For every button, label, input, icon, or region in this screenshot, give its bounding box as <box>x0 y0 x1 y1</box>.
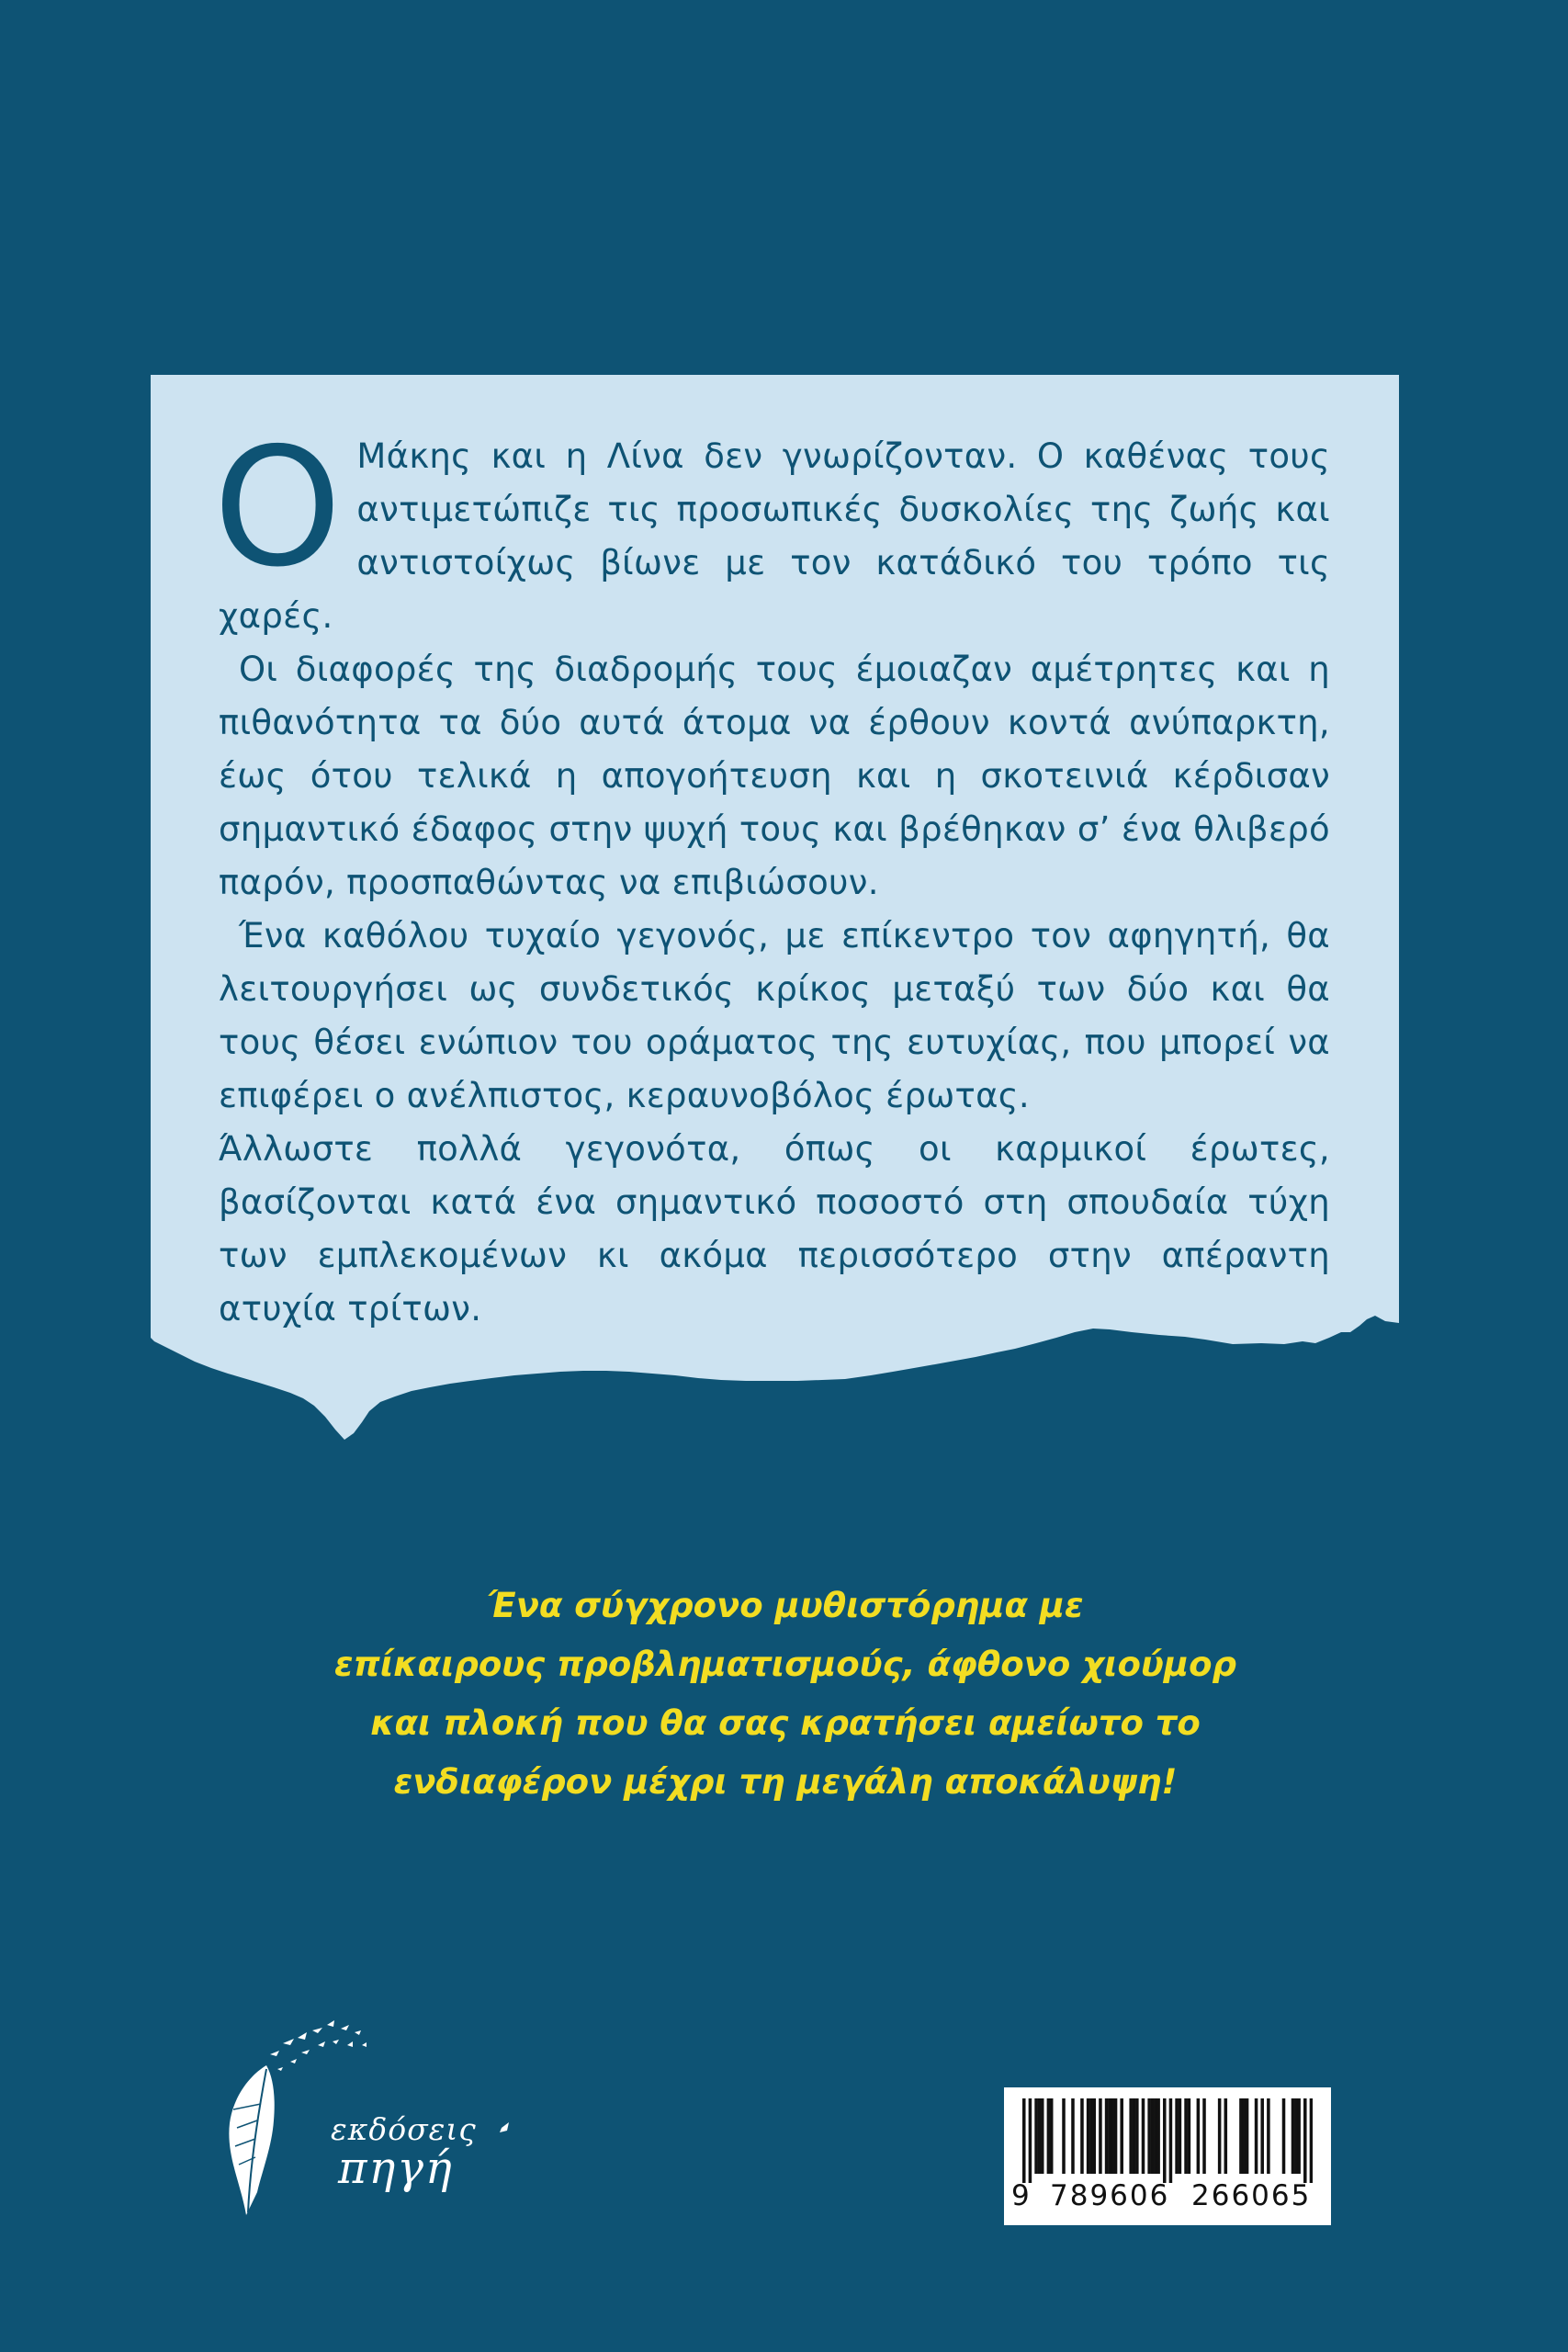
barcode-bar <box>1029 2098 1032 2183</box>
synopsis-paragraph-4: Άλλωστε πολλά γεγονότα, όπως οι καρμικοί έρωτες, βασίζονται κατά ένα σημαντικό ποσοστό στη σπουδαία τύχη των εμπλεκομένων κι ακόμα περισσότερο στην απέραντη ατυχία τρίτων. <box>219 1129 1330 1329</box>
tagline-line-4: ενδιαφέρον μέχρι τη μεγάλη αποκάλυψη! <box>393 1762 1178 1802</box>
barcode-bar <box>1062 2098 1066 2174</box>
synopsis-paragraph-1 <box>213 413 1330 643</box>
barcode-bar <box>1242 2098 1246 2174</box>
promo-tagline <box>257 1577 1314 1812</box>
isbn-first-digit: 9 <box>1011 2179 1030 2212</box>
barcode-bar <box>1135 2098 1139 2174</box>
barcode-bar <box>1255 2098 1258 2174</box>
barcode-bar <box>1041 2098 1044 2174</box>
barcode-bar <box>1297 2098 1301 2174</box>
barcode-bar <box>1087 2098 1090 2174</box>
tagline-line-1: Ένα σύγχρονο μυθιστόρημα με <box>487 1586 1084 1625</box>
barcode-bar <box>1047 2098 1051 2174</box>
barcode-bars <box>1022 2098 1313 2183</box>
barcode-bar <box>1246 2098 1249 2174</box>
barcode-bar <box>1267 2098 1270 2174</box>
barcode-bar <box>1175 2098 1179 2174</box>
barcode-bar <box>1239 2098 1243 2174</box>
barcode-bar <box>1151 2098 1155 2174</box>
isbn-left-group: 789606 <box>1050 2179 1170 2212</box>
barcode-bar <box>1129 2098 1133 2174</box>
publisher-name-line-2: πηγή <box>338 2143 454 2194</box>
barcode-bar <box>1218 2098 1222 2174</box>
barcode-bar <box>1099 2098 1102 2174</box>
barcode-bar <box>1310 2098 1313 2183</box>
barcode-bar <box>1156 2098 1160 2174</box>
barcode-bar <box>1147 2098 1151 2174</box>
isbn-right-group: 266065 <box>1191 2179 1312 2212</box>
barcode-bar <box>1133 2098 1136 2174</box>
barcode-bar <box>1224 2098 1228 2174</box>
barcode-bar <box>1071 2098 1075 2174</box>
barcode-bar <box>1050 2098 1054 2174</box>
synopsis-paragraph-1-text: Μάκης και η Λίνα δεν γνωρίζονταν. Ο καθένας τους αντιμετώπιζε τις προσωπικές δυσκολίες της ζωής και αντιστοίχως βίωνε με τον κατάδικό του τρόπο τις χαρές. <box>219 436 1330 636</box>
barcode-bar <box>1202 2098 1206 2174</box>
barcode-bar <box>1120 2098 1123 2174</box>
barcode-bar <box>1080 2098 1084 2174</box>
isbn-barcode <box>1004 2087 1331 2225</box>
drop-cap-letter: Ο <box>213 413 343 603</box>
barcode-bar <box>1105 2098 1109 2174</box>
synopsis-text <box>213 413 1330 1336</box>
barcode-bar <box>1303 2098 1307 2183</box>
publisher-name-line-1: εκδόσεις <box>331 2111 477 2147</box>
barcode-bar <box>1292 2098 1295 2174</box>
barcode-bar <box>1111 2098 1114 2174</box>
barcode-bar <box>1089 2098 1093 2174</box>
tagline-line-3: και πλοκή που θα σας κρατήσει αμείωτο το <box>370 1703 1201 1743</box>
barcode-bar <box>1154 2098 1157 2174</box>
barcode-bar <box>1038 2098 1042 2174</box>
barcode-bar <box>1142 2098 1145 2174</box>
barcode-bar <box>1093 2098 1097 2174</box>
barcode-bar <box>1179 2098 1182 2174</box>
barcode-bar <box>1282 2098 1286 2174</box>
barcode-bar <box>1197 2098 1201 2174</box>
barcode-bar <box>1169 2098 1173 2183</box>
publisher-logo <box>209 2018 522 2229</box>
tagline-line-2: επίκαιρους προβληματισμούς, άφθονο χιούμορ <box>333 1645 1237 1684</box>
synopsis-paragraph-3: Ένα καθόλου τυχαίο γεγονός, με επίκεντρο τον αφηγητή, θα λειτουργήσει ως συνδετικός κρίκος μεταξύ των δύο και θα τους θέσει ενώπιον του οράματος της ευτυχίας, που μπορεί να επιφέρει ο ανέλπιστος, κεραυνοβόλος έρωτας. <box>219 916 1330 1115</box>
barcode-bar <box>1260 2098 1264 2174</box>
barcode-bar <box>1184 2098 1188 2174</box>
synopsis-paragraph-2: Οι διαφορές της διαδρομής τους έμοιαζαν αμέτρητες και η πιθανότητα τα δύο αυτά άτομα να έρθουν κοντά ανύπαρκτη, έως ότου τελικά η απογοήτευση και η σκοτεινιά κέρδισαν σημαντικό έδαφος στην ψυχή τους και βρέθηκαν σ’ ένα θλιβερό παρόν, προσπαθώντας να επιβιώσουν. <box>219 650 1330 902</box>
barcode-bar <box>1022 2098 1026 2183</box>
barcode-bar <box>1294 2098 1298 2174</box>
barcode-bar <box>1108 2098 1111 2174</box>
barcode-bar <box>1114 2098 1118 2174</box>
barcode-bar <box>1163 2098 1167 2183</box>
barcode-bar <box>1188 2098 1191 2174</box>
barcode-bar <box>1034 2098 1038 2174</box>
